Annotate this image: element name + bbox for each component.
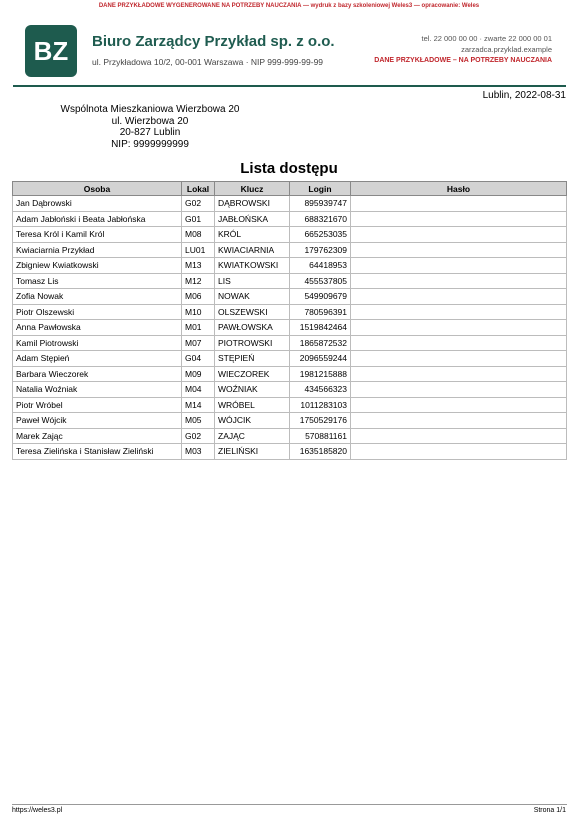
- recipient-block: [55, 104, 245, 150]
- cell-login: 64418953: [290, 258, 351, 274]
- cell-haslo: [351, 444, 567, 460]
- footer-url: https://weles3.pl: [12, 807, 63, 814]
- company-name: Biuro Zarządcy Przykład sp. z o.o.: [92, 33, 335, 50]
- header-lokal: Lokal: [182, 182, 215, 196]
- cell-osoba: Tomasz Lis: [13, 273, 182, 289]
- cell-osoba: Natalia Woźniak: [13, 382, 182, 398]
- cell-haslo: [351, 258, 567, 274]
- cell-haslo: [351, 196, 567, 212]
- company-logo: BZ: [25, 25, 77, 77]
- header-divider: [13, 85, 566, 87]
- cell-login: 688321670: [290, 211, 351, 227]
- recipient-nip: NIP: 9999999999: [111, 138, 189, 150]
- contact-email: zarzadca.przyklad.example: [461, 45, 552, 54]
- cell-login: 1635185820: [290, 444, 351, 460]
- cell-lokal: G02: [182, 196, 215, 212]
- cell-login: 1865872532: [290, 335, 351, 351]
- table-row: [13, 273, 567, 289]
- cell-lokal: M06: [182, 289, 215, 305]
- header-haslo: Hasło: [351, 182, 567, 196]
- header-login: Login: [290, 182, 351, 196]
- cell-klucz: KWIATKOWSKI: [215, 258, 290, 274]
- cell-lokal: M05: [182, 413, 215, 429]
- cell-login: 570881161: [290, 428, 351, 444]
- cell-klucz: DĄBROWSKI: [215, 196, 290, 212]
- cell-osoba: Teresa Zielińska i Stanisław Zieliński: [13, 444, 182, 460]
- table-row: [13, 258, 567, 274]
- training-data-banner: DANE PRZYKŁADOWE WYGENEROWANE NA POTRZEBY NAUCZANIA — wydruk z bazy szkoleniowej Weles3 — opracowanie: Weles: [98, 3, 480, 9]
- cell-haslo: [351, 227, 567, 243]
- cell-osoba: Jan Dąbrowski: [13, 196, 182, 212]
- cell-login: 780596391: [290, 304, 351, 320]
- contact-phone: tel. 22 000 00 00 · zwarte 22 000 00 01: [421, 34, 552, 43]
- cell-haslo: [351, 397, 567, 413]
- cell-haslo: [351, 382, 567, 398]
- cell-lokal: M13: [182, 258, 215, 274]
- cell-login: 455537805: [290, 273, 351, 289]
- cell-klucz: JABŁOŃSKA: [215, 211, 290, 227]
- company-contact: [374, 33, 552, 66]
- cell-haslo: [351, 242, 567, 258]
- cell-osoba: Marek Zając: [13, 428, 182, 444]
- table-row: [13, 242, 567, 258]
- cell-haslo: [351, 351, 567, 367]
- cell-login: 549909679: [290, 289, 351, 305]
- cell-login: 434566323: [290, 382, 351, 398]
- cell-osoba: Teresa Król i Kamil Król: [13, 227, 182, 243]
- table-row: [13, 289, 567, 305]
- cell-osoba: Adam Stępień: [13, 351, 182, 367]
- company-address: ul. Przykładowa 10/2, 00-001 Warszawa · NIP 999-999-99-99: [92, 57, 324, 67]
- cell-klucz: WÓJCIK: [215, 413, 290, 429]
- cell-lokal: M07: [182, 335, 215, 351]
- cell-klucz: ZIELIŃSKI: [215, 444, 290, 460]
- footer-divider: [12, 804, 567, 805]
- recipient-name: Wspólnota Mieszkaniowa Wierzbowa 20: [60, 104, 240, 115]
- cell-osoba: Zofia Nowak: [13, 289, 182, 305]
- cell-klucz: OLSZEWSKI: [215, 304, 290, 320]
- table-row: [13, 413, 567, 429]
- cell-lokal: G04: [182, 351, 215, 367]
- cell-klucz: KRÓL: [215, 227, 290, 243]
- cell-lokal: M04: [182, 382, 215, 398]
- cell-lokal: M14: [182, 397, 215, 413]
- cell-osoba: Paweł Wójcik: [13, 413, 182, 429]
- cell-lokal: M10: [182, 304, 215, 320]
- document-title: Lista dostępu: [240, 160, 338, 177]
- table-row: [13, 196, 567, 212]
- cell-haslo: [351, 413, 567, 429]
- cell-login: 1519842464: [290, 320, 351, 336]
- cell-osoba: Piotr Wróbel: [13, 397, 182, 413]
- cell-haslo: [351, 366, 567, 382]
- table-row: [13, 304, 567, 320]
- table-row: [13, 227, 567, 243]
- cell-osoba: Anna Pawłowska: [13, 320, 182, 336]
- table-row: [13, 366, 567, 382]
- cell-klucz: WIECZOREK: [215, 366, 290, 382]
- table-row: [13, 444, 567, 460]
- cell-klucz: ZAJĄC: [215, 428, 290, 444]
- cell-lokal: M03: [182, 444, 215, 460]
- table-row: [13, 351, 567, 367]
- cell-klucz: KWIACIARNIA: [215, 242, 290, 258]
- cell-login: 1011283103: [290, 397, 351, 413]
- contact-warning: DANE PRZYKŁADOWE – NA POTRZEBY NAUCZANIA: [374, 57, 552, 64]
- cell-osoba: Barbara Wieczorek: [13, 366, 182, 382]
- cell-haslo: [351, 428, 567, 444]
- cell-osoba: Adam Jabłoński i Beata Jabłońska: [13, 211, 182, 227]
- cell-haslo: [351, 211, 567, 227]
- table-row: [13, 397, 567, 413]
- cell-klucz: WOŹNIAK: [215, 382, 290, 398]
- cell-osoba: Kwiaciarnia Przykład: [13, 242, 182, 258]
- cell-lokal: G01: [182, 211, 215, 227]
- cell-login: 895939747: [290, 196, 351, 212]
- access-list-table: [12, 181, 567, 460]
- footer-page-number: Strona 1/1: [533, 807, 566, 814]
- cell-klucz: STĘPIEŃ: [215, 351, 290, 367]
- cell-osoba: Piotr Olszewski: [13, 304, 182, 320]
- cell-klucz: LIS: [215, 273, 290, 289]
- recipient-street: ul. Wierzbowa 20: [111, 115, 189, 127]
- table-row: [13, 335, 567, 351]
- cell-klucz: NOWAK: [215, 289, 290, 305]
- cell-login: 1981215888: [290, 366, 351, 382]
- cell-klucz: PIOTROWSKI: [215, 335, 290, 351]
- cell-lokal: M08: [182, 227, 215, 243]
- cell-klucz: WRÓBEL: [215, 397, 290, 413]
- document-date: Lublin, 2022-08-31: [482, 90, 566, 101]
- cell-login: 665253035: [290, 227, 351, 243]
- cell-login: 1750529176: [290, 413, 351, 429]
- cell-lokal: G02: [182, 428, 215, 444]
- header-klucz: Klucz: [215, 182, 290, 196]
- header-osoba: Osoba: [13, 182, 182, 196]
- table-row: [13, 211, 567, 227]
- cell-lokal: M09: [182, 366, 215, 382]
- cell-login: 2096559244: [290, 351, 351, 367]
- cell-lokal: M12: [182, 273, 215, 289]
- cell-haslo: [351, 273, 567, 289]
- table-row: [13, 320, 567, 336]
- cell-lokal: LU01: [182, 242, 215, 258]
- table-row: [13, 382, 567, 398]
- cell-klucz: PAWŁOWSKA: [215, 320, 290, 336]
- cell-login: 179762309: [290, 242, 351, 258]
- table-header-row: [13, 182, 567, 196]
- cell-osoba: Zbigniew Kwiatkowski: [13, 258, 182, 274]
- recipient-city: 20-827 Lublin: [119, 127, 181, 138]
- cell-haslo: [351, 304, 567, 320]
- cell-haslo: [351, 335, 567, 351]
- table-body: [13, 196, 567, 460]
- cell-haslo: [351, 320, 567, 336]
- cell-lokal: M01: [182, 320, 215, 336]
- cell-haslo: [351, 289, 567, 305]
- cell-osoba: Kamil Piotrowski: [13, 335, 182, 351]
- table-row: [13, 428, 567, 444]
